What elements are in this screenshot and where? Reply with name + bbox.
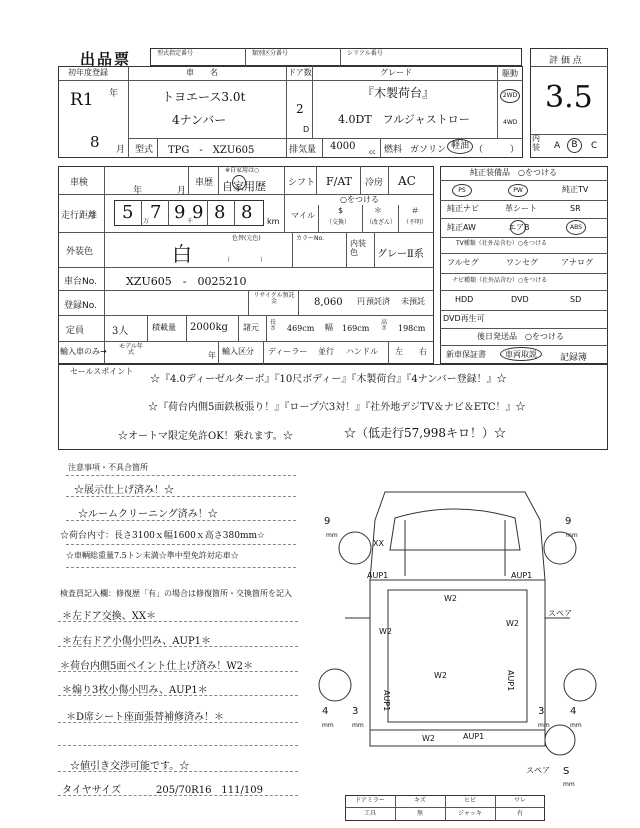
mileage-km: km bbox=[267, 217, 280, 226]
spare-depth-bottom: S bbox=[563, 766, 570, 777]
door-mark-xx: XX bbox=[373, 539, 384, 548]
tire-rl-inner: 3 bbox=[352, 706, 359, 717]
docs-title: 後日発送品 ○をつける bbox=[477, 332, 564, 341]
tire-rl-outer: 4 bbox=[322, 706, 329, 717]
navi-hdd: HDD bbox=[455, 295, 474, 304]
width-value: 169cm bbox=[342, 324, 370, 333]
header-fields bbox=[150, 48, 522, 66]
tv-one: ワンセグ bbox=[506, 258, 538, 267]
recycle-yen: 円 bbox=[357, 297, 365, 306]
sheet-title: 出品票 bbox=[80, 50, 132, 68]
tire-value: 205/70R16 111/109 bbox=[156, 785, 263, 796]
first-reg-era: R1 bbox=[70, 90, 94, 110]
serial-label: シリアル番号 bbox=[347, 50, 383, 57]
spare-label-bottom: スペア bbox=[526, 766, 550, 775]
chassis-label: 車台No. bbox=[64, 277, 97, 287]
fuel-other: （ ） bbox=[474, 145, 520, 155]
docs-warranty: 新車保証書 bbox=[446, 350, 486, 359]
history-note: ※自家用は○ bbox=[225, 167, 260, 174]
history-circle bbox=[232, 175, 246, 190]
parallel-option: 並行 bbox=[318, 347, 334, 356]
exterior-color-label: 外装色 bbox=[66, 247, 94, 257]
color-change-note: 色替(元色) bbox=[232, 235, 261, 242]
legend-jack: ジャッキ bbox=[458, 810, 482, 817]
handle-left: 左 bbox=[395, 347, 403, 356]
legend-jack-value: 有 bbox=[516, 810, 523, 817]
shift-value: F/AT bbox=[326, 175, 353, 188]
tampered-label: （改ざん） bbox=[366, 219, 397, 226]
sales-point-label: セールスポイント bbox=[70, 367, 134, 376]
drive-4wd: 4WD bbox=[503, 119, 518, 126]
door-mark-right: AUP1 bbox=[511, 571, 533, 580]
recycle-value: 8,060 bbox=[314, 297, 343, 308]
spare-unit: mm bbox=[563, 781, 575, 788]
tire-fl-unit: mm bbox=[326, 532, 338, 539]
mileage-digit-3: 9 bbox=[174, 202, 186, 223]
door-mark-left: AUP1 bbox=[367, 571, 389, 580]
tv-type-title: TV種類（社外品含む）○をつける bbox=[456, 240, 548, 247]
tire-label: タイヤサイズ bbox=[62, 785, 121, 796]
tire-fl-depth: 9 bbox=[324, 516, 331, 527]
recycle-not-deposited: 未預託 bbox=[401, 297, 425, 306]
mark-instruction: ○をつける bbox=[340, 195, 379, 204]
chassis-value: XZU605 - 0025210 bbox=[126, 275, 247, 288]
shaken-label: 車検 bbox=[70, 178, 89, 188]
dvd-playback: DVD再生可 bbox=[443, 314, 485, 323]
length-value: 469cm bbox=[287, 324, 315, 333]
mileage-digit-6: 8 bbox=[241, 202, 253, 223]
equip-ps-circle: PS bbox=[452, 184, 472, 197]
class-label: 類別区分番号 bbox=[252, 50, 289, 57]
equip-sunroof: SR bbox=[570, 204, 581, 213]
tire-rl-inner-unit: mm bbox=[352, 722, 364, 729]
tire-rr-outer: 4 bbox=[570, 706, 577, 717]
grade-label: グレード bbox=[380, 68, 412, 77]
bed-mark-top: W2 bbox=[444, 594, 457, 603]
handle-right: 右 bbox=[419, 347, 427, 356]
shaken-month-unit: 月 bbox=[177, 186, 187, 196]
mile-option: マイル bbox=[291, 211, 315, 220]
tire-rr-inner: 3 bbox=[538, 706, 545, 717]
vehicle-damage-diagram bbox=[310, 480, 610, 800]
recycle-label: リサイクル預託金 bbox=[253, 292, 295, 305]
original-color-paren: （ ） bbox=[224, 257, 267, 264]
car-name-label: 車 名 bbox=[186, 68, 218, 77]
equip-leather: 革シート bbox=[505, 204, 537, 213]
rear-mark-w2: W2 bbox=[422, 734, 435, 743]
interior-label: 内装 bbox=[532, 134, 540, 152]
inspect-6: ☆値引き交渉可能です。☆ bbox=[70, 761, 190, 772]
inspect-1: ＊左ドア交換、XX＊ bbox=[62, 611, 156, 622]
load-label: 積載量 bbox=[152, 323, 176, 332]
car-name-line2: 4ナンバー bbox=[172, 113, 227, 127]
legend-crack: ヒビ bbox=[463, 797, 476, 804]
interior-b-circle: B bbox=[567, 138, 582, 153]
navi-type-title: ナビ種類（社外品含む）○をつける bbox=[452, 277, 548, 284]
first-reg-month: 8 bbox=[90, 133, 100, 151]
door-count: 2 bbox=[296, 102, 304, 116]
interior-color-label: 内装色 bbox=[350, 239, 366, 257]
capacity-value: 3人 bbox=[112, 326, 129, 337]
inspect-2: ＊左右ドア小傷小凹み、AUP1＊ bbox=[62, 636, 212, 647]
legend-tools: 工具 bbox=[363, 810, 376, 817]
drive-2wd-circle: 2WD bbox=[500, 89, 520, 103]
grade-line1: 『木製荷台』 bbox=[362, 86, 435, 100]
equip-tv: 純正TV bbox=[562, 185, 589, 194]
note-1: ☆展示仕上げ済み！☆ bbox=[74, 485, 174, 496]
exchange-symbol: $ bbox=[338, 206, 344, 215]
docs-manual-circle: 車両取説 bbox=[500, 347, 542, 361]
rail-mark-left: AUP1 bbox=[381, 690, 391, 712]
reg-label: 登録No. bbox=[64, 301, 97, 311]
sales-line-3a: ☆オートマ限定免許OK！乗れます。☆ bbox=[118, 431, 293, 442]
car-name-line1: トヨエース3.0t bbox=[162, 90, 246, 104]
capacity-label: 定員 bbox=[66, 326, 85, 336]
inspect-4: ＊煽り3枚小傷小凹み、AUP1＊ bbox=[62, 685, 208, 696]
dealer-option: ディーラー bbox=[268, 347, 308, 356]
door-label: ドア数 bbox=[288, 68, 312, 77]
legend-scratch: キズ bbox=[414, 797, 426, 804]
equipment-title: 純正装備品 ○をつける bbox=[470, 168, 557, 177]
drive-label: 駆動 bbox=[502, 69, 518, 78]
tv-full: フルセグ bbox=[447, 258, 479, 267]
bed-mark-center: W2 bbox=[434, 671, 447, 680]
sales-line-3b: ☆（低走行57,998キロ！）☆ bbox=[344, 426, 506, 440]
displacement-value: 4000 bbox=[330, 141, 356, 152]
tire-rr-outer-unit: mm bbox=[570, 722, 582, 729]
model-year-label: モデル年式 bbox=[119, 343, 143, 356]
unknown-symbol: ＃ bbox=[411, 206, 419, 215]
handle-label: ハンドル bbox=[346, 347, 378, 356]
displacement-label: 排気量 bbox=[289, 145, 317, 155]
score-label: 評 価 点 bbox=[549, 56, 582, 66]
exchange-label: （交換） bbox=[326, 219, 351, 226]
type-spec-label: 型式指定番号 bbox=[157, 50, 194, 57]
cooling-value: AC bbox=[398, 174, 416, 188]
mileage-digit-5: 8 bbox=[214, 202, 226, 223]
note-3: ☆荷台内寸：長さ3100ｘ幅1600ｘ高さ380mm☆ bbox=[60, 531, 266, 541]
height-value: 198cm bbox=[398, 324, 426, 333]
cooling-label: 冷房 bbox=[365, 178, 384, 188]
model-type-label: 型式 bbox=[135, 145, 154, 155]
tire-rr-inner-unit: mm bbox=[538, 722, 550, 729]
displacement-unit: cc bbox=[369, 149, 376, 156]
bed-mark-left: W2 bbox=[379, 627, 392, 636]
model-type-value: TPG - XZU605 bbox=[168, 145, 255, 156]
mileage-digit-4: 9 bbox=[192, 202, 204, 223]
tire-fr-unit: mm bbox=[566, 532, 578, 539]
mileage-digit-2: 7 bbox=[150, 202, 162, 223]
bed-mark-right: W2 bbox=[506, 619, 519, 628]
shift-label: シフト bbox=[288, 178, 316, 188]
history-value: 自家用歴 bbox=[222, 180, 266, 193]
equip-navi: 純正ナビ bbox=[447, 204, 479, 213]
year-unit: 年 bbox=[109, 89, 119, 99]
fuel-label: 燃料 bbox=[384, 145, 403, 155]
note-2: ☆ルームクリーニング済み！☆ bbox=[78, 509, 218, 520]
door-suffix: D bbox=[303, 125, 310, 134]
mileage-sen: 千 bbox=[187, 218, 194, 225]
exterior-color-value: 白 bbox=[172, 242, 192, 266]
mileage-man: 万 bbox=[143, 218, 150, 225]
mileage-label: 走行距離 bbox=[61, 211, 98, 221]
tire-fr-depth: 9 bbox=[565, 516, 572, 527]
mileage-digit-1: 5 bbox=[122, 202, 134, 223]
notes-label: 注意事項・不具合箇所 bbox=[68, 463, 148, 472]
fuel-diesel-circle: 軽油 bbox=[447, 139, 473, 154]
legend-tools-value: 無 bbox=[416, 810, 423, 817]
interior-c: C bbox=[591, 141, 598, 151]
spec-label: 諸元 bbox=[243, 323, 259, 332]
docs-record: 記録簿 bbox=[560, 353, 588, 363]
equip-aw: 純正AW bbox=[447, 223, 476, 232]
unknown-label: （不明） bbox=[403, 219, 428, 226]
grade-line2: 4.0DT フルジャストロー bbox=[338, 113, 470, 126]
import-label: 輸入車のみ→ bbox=[60, 347, 107, 356]
month-unit: 月 bbox=[116, 145, 126, 155]
tire-rl-outer-unit: mm bbox=[322, 722, 334, 729]
inspector-label: 検査員記入欄：修復歴「有」の場合は修復箇所・交換箇所を記入 bbox=[60, 589, 292, 598]
shaken-year-unit: 年 bbox=[133, 186, 143, 196]
length-label: 長さ bbox=[270, 319, 277, 332]
equip-pw-circle: PW bbox=[508, 184, 528, 197]
spare-label-top: スペア bbox=[548, 609, 572, 618]
tv-analog: アナログ bbox=[561, 258, 593, 267]
legend-mirror: ドアミラー bbox=[355, 797, 385, 804]
note-4: ☆車輌総重量7.5トン未満☆準中型免許対応車☆ bbox=[66, 551, 239, 560]
legend-break: ワレ bbox=[513, 797, 526, 804]
load-value: 2000kg bbox=[190, 322, 228, 333]
rear-mark-aup: AUP1 bbox=[463, 732, 485, 741]
color-number-label: カラーNo. bbox=[296, 235, 324, 242]
navi-sd: SD bbox=[570, 295, 582, 304]
tampered-symbol: ＊ bbox=[374, 206, 382, 215]
equip-airbag: エアB bbox=[508, 223, 530, 232]
rail-mark-right: AUP1 bbox=[505, 670, 515, 692]
sales-line-1: ☆『4.0ディーゼルターボ』『10尺ボディー』『木製荷台』『4ナンバー登録！』☆ bbox=[150, 374, 507, 385]
equip-abs-circle: ABS bbox=[566, 220, 586, 235]
sales-line-2: ☆『荷台内側5面鉄板張り！』『ロープ穴3対！』『社外地デジTV＆ナビ＆ETC！』☆ bbox=[148, 402, 526, 413]
width-label: 幅 bbox=[325, 323, 333, 332]
height-label: 高さ bbox=[381, 319, 388, 332]
score-value: 3.5 bbox=[545, 80, 593, 115]
history-label: 車歴 bbox=[195, 178, 214, 188]
navi-dvd: DVD bbox=[511, 295, 529, 304]
interior-a: A bbox=[554, 141, 561, 151]
first-reg-label: 初年度登録 bbox=[68, 68, 108, 77]
inspect-3: ＊荷台内側5面ペイント仕上げ済み！W2＊ bbox=[60, 661, 254, 672]
import-type-label: 輸入区分 bbox=[222, 347, 254, 356]
recycle-deposited: 預託済 bbox=[366, 297, 390, 306]
model-year-unit: 年 bbox=[208, 351, 216, 360]
fuel-gasoline: ガソリン bbox=[410, 145, 447, 155]
interior-color-value: グレーⅡ系 bbox=[377, 249, 424, 260]
inspect-5: ＊D席シート座面張替補修済み！＊ bbox=[66, 712, 225, 723]
